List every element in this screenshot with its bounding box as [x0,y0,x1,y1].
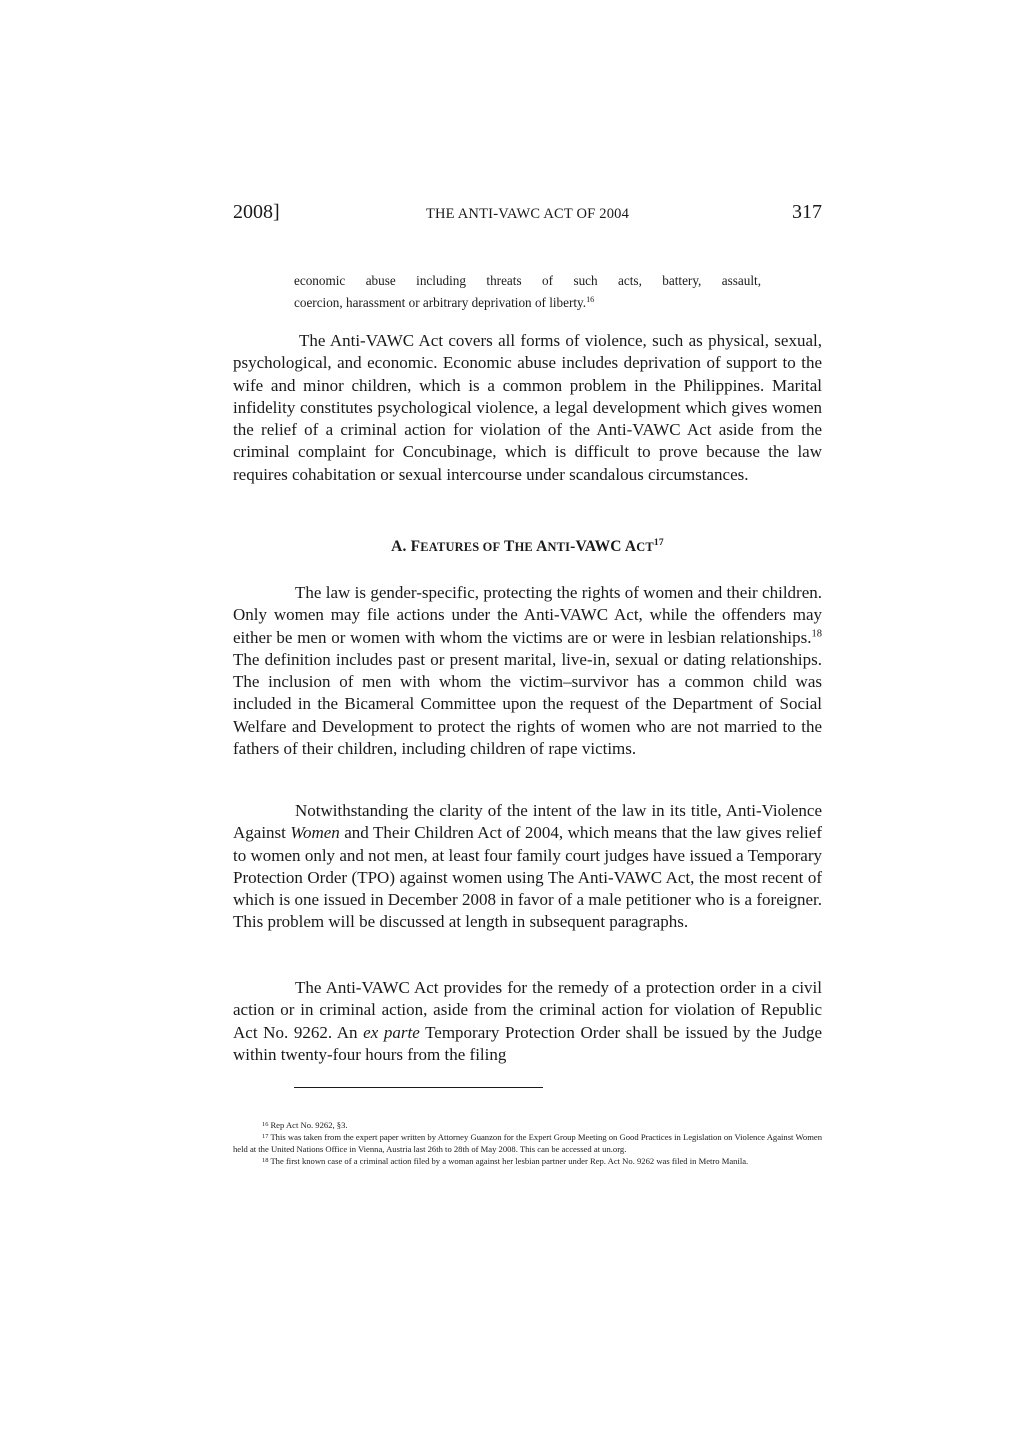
heading-part: EATURES OF [420,540,501,554]
page-number: 317 [792,201,822,223]
paragraph-text: The Anti-VAWC Act covers all forms of violence, such as physical, sexual, psychological, and economic. Economic abuse includes deprivation of support to the wife and minor children, which is a common problem in the Philippines. Marital infidelity constitutes psychological violence, a legal development which gives women the relief of a criminal action for violation of the Anti-VAWC Act aside from the criminal complaint for Concubinage, which is difficult to prove because the law requires cohabitation or sexual intercourse under scandalous circumstances. [233,331,822,484]
footnote-text: The first known case of a criminal action filed by a woman against her lesbian partner under Rep. Act No. 9262 was filed in Metro Manila. [270,1156,749,1166]
emphasis-text: Women [290,823,340,843]
heading-part: A. F [391,538,421,555]
paragraph-segment: Temporary Protection Order shall be issued by the Judge within twenty-four hours from the filing [233,1022,822,1064]
paragraph-segment: The law is gender-specific, protecting the rights of women and their children. Only women may file actions under the Anti-VAWC Act, while the offenders may either be men or women with whom the victims are or were in lesbian relationships. [233,583,822,647]
footnote-text: This was taken from the expert paper written by Attorney Guanzon for the Expert Group Meeting on Good Practices in Legislation on Violence Against Women held at the United Nations Office in Vienna, Austria last 26th to 28th of May 2008. This can be accessed at un.org. [233,1132,822,1154]
footnote-number: 18 [262,1156,269,1164]
paragraph-text [233,977,822,1066]
section-heading [233,538,822,556]
heading-part: -VAWC A [570,538,637,555]
heading-part: A [532,538,548,555]
heading-part: T [500,538,515,555]
footnote-ref: 17 [653,537,664,549]
paragraph-text [233,800,822,934]
body-paragraph [233,977,822,1066]
footnote-number: 17 [262,1132,269,1140]
footnotes [233,1119,822,1167]
running-header [233,201,822,229]
heading-part: HE [514,540,533,554]
footnote [233,1155,822,1167]
heading-part: CT [636,540,654,554]
footnote-number: 16 [262,1120,269,1128]
emphasis-text: ex parte [363,1022,420,1042]
block-quote-line: economic abuse including threats of such acts, battery, assault, [294,273,761,288]
header-year: 2008] [233,201,280,223]
footnote-ref: 16 [586,295,595,305]
paragraph-text [233,582,822,760]
block-quote-line [294,292,761,314]
paragraph-segment: Notwithstanding the clarity of the intent of the law in its title, Anti-Violence Against [233,801,822,843]
footnote-divider [294,1087,543,1088]
footnote-text: Rep Act No. 9262, §3. [270,1120,348,1130]
footnote-ref: 18 [811,628,822,640]
body-paragraph [233,800,822,934]
block-quote [294,270,761,314]
footnote [233,1119,822,1131]
heading-part: NTI [547,540,571,554]
header-title: THE ANTI-VAWC ACT OF 2004 [425,206,630,222]
footnote [233,1131,822,1155]
block-quote-text: coercion, harassment or arbitrary deprivation of liberty. [294,295,587,310]
paragraph-segment: The Anti-VAWC Act provides for the remedy of a protection order in a civil action or in criminal action, aside from the criminal action for violation of Republic Act No. 9262. An [233,978,822,1042]
body-paragraph [233,582,822,760]
paragraph-segment: The definition includes past or present marital, live-in, sexual or dating relationships. The inclusion of men with whom the victim–survivor has a common child was included in the Bicameral Committee upon the request of the Department of Social Welfare and Development to protect the rights of women who are not married to the fathers of their children, including children of rape victims. [233,649,822,759]
paragraph-segment: and Their Children Act of 2004, which means that the law gives relief to women only and not men, at least four family court judges have issued a Temporary Protection Order (TPO) against women using The Anti-VAWC Act, the most recent of which is one issued in December 2008 in favor of a male petitioner who is a foreigner. This problem will be discussed at length in subsequent paragraphs. [233,823,822,932]
body-paragraph [233,330,822,486]
